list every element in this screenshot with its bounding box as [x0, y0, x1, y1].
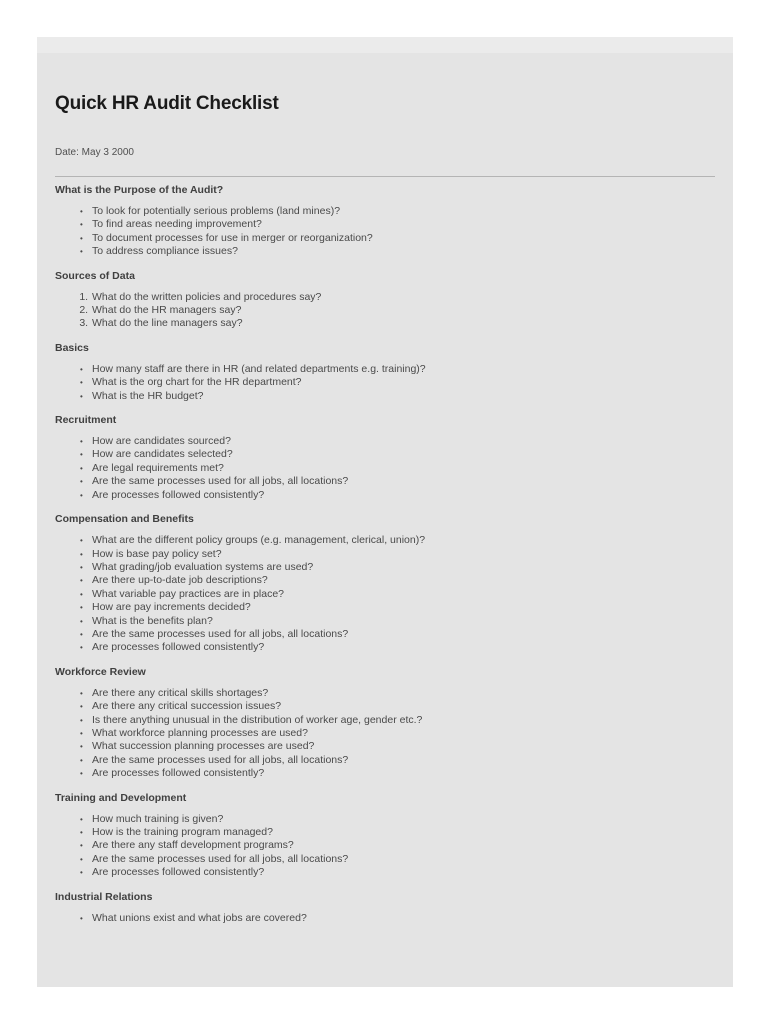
document-page[interactable]: [37, 53, 733, 987]
section-heading: What is the Purpose of the Audit?: [55, 184, 224, 196]
bullet-list: [55, 813, 715, 880]
bullet-list: [55, 435, 715, 502]
list-item: • What is the org chart for the HR department?: [80, 376, 715, 389]
list-item: • Are there any critical skills shortages?: [80, 687, 715, 700]
bullet-list: [55, 205, 715, 259]
list-item: • How is base pay policy set?: [80, 548, 715, 561]
list-item: • To document processes for use in merger or reorganization?: [80, 232, 715, 245]
section-heading: Basics: [55, 341, 89, 354]
section: [55, 341, 715, 403]
list-item: • Are processes followed consistently?: [80, 489, 715, 502]
list-item: • How much training is given?: [80, 813, 715, 826]
list-item: • Are there any staff development programs?: [80, 839, 715, 852]
list-item: • What unions exist and what jobs are covered?: [80, 912, 715, 925]
page-top-edge: [37, 37, 733, 53]
list-item: 1. What do the written policies and procedures say?: [91, 291, 715, 304]
document-title: Quick HR Audit Checklist: [55, 93, 279, 114]
list-item: • Are the same processes used for all jobs, all locations?: [80, 754, 715, 767]
list-item: • How are pay increments decided?: [80, 601, 715, 614]
bullet-list: [55, 912, 715, 925]
list-item: • Are the same processes used for all jobs, all locations?: [80, 853, 715, 866]
section: [55, 791, 715, 880]
page-content: [55, 93, 715, 935]
list-item: • Are legal requirements met?: [80, 462, 715, 475]
list-item: • Are there up-to-date job descriptions?: [80, 574, 715, 587]
list-item: • What variable pay practices are in place?: [80, 588, 715, 601]
list-item: • Are processes followed consistently?: [80, 767, 715, 780]
list-item: • Are the same processes used for all jobs, all locations?: [80, 475, 715, 488]
title-divider: [55, 176, 715, 177]
section-heading: Workforce Review: [55, 665, 146, 678]
list-item: • How many staff are there in HR (and related departments e.g. training)?: [80, 363, 715, 376]
list-item: • Are the same processes used for all jobs, all locations?: [80, 628, 715, 641]
bullet-list: [55, 363, 715, 403]
list-item: • What are the different policy groups (e.g. management, clerical, union)?: [80, 534, 715, 547]
section-heading: Recruitment: [55, 414, 117, 427]
list-item: • What is the benefits plan?: [80, 615, 715, 628]
section: [55, 512, 715, 655]
section-heading: Training and Development: [55, 791, 187, 804]
list-item: • How are candidates selected?: [80, 448, 715, 461]
list-item: • How is the training program managed?: [80, 826, 715, 839]
list-item: • To find areas needing improvement?: [80, 218, 715, 231]
section-heading: Sources of Data: [55, 269, 135, 282]
list-item: • Is there anything unusual in the distribution of worker age, gender etc.?: [80, 714, 715, 727]
section-heading: Industrial Relations: [55, 890, 153, 903]
list-item: • To look for potentially serious problems (land mines)?: [80, 205, 715, 218]
list-item: • What workforce planning processes are used?: [80, 727, 715, 740]
section: [55, 413, 715, 502]
list-item: • What succession planning processes are used?: [80, 740, 715, 753]
list-item: • How are candidates sourced?: [80, 435, 715, 448]
list-item: • Are processes followed consistently?: [80, 866, 715, 879]
list-item: • What is the HR budget?: [80, 390, 715, 403]
section: [55, 890, 715, 925]
list-item: • To address compliance issues?: [80, 245, 715, 258]
document-date: Date: May 3 2000: [55, 147, 134, 158]
sections-container: [55, 183, 715, 925]
section: [55, 665, 715, 781]
list-item: 2. What do the HR managers say?: [91, 304, 715, 317]
section: [55, 183, 715, 259]
list-item: 3. What do the line managers say?: [91, 317, 715, 330]
section-heading: Compensation and Benefits: [55, 513, 194, 526]
list-item: • What grading/job evaluation systems are used?: [80, 561, 715, 574]
numbered-list: [55, 291, 715, 331]
bullet-list: [55, 534, 715, 655]
bullet-list: [55, 687, 715, 781]
list-item: • Are there any critical succession issues?: [80, 700, 715, 713]
section: [55, 269, 715, 331]
list-item: • Are processes followed consistently?: [80, 641, 715, 654]
